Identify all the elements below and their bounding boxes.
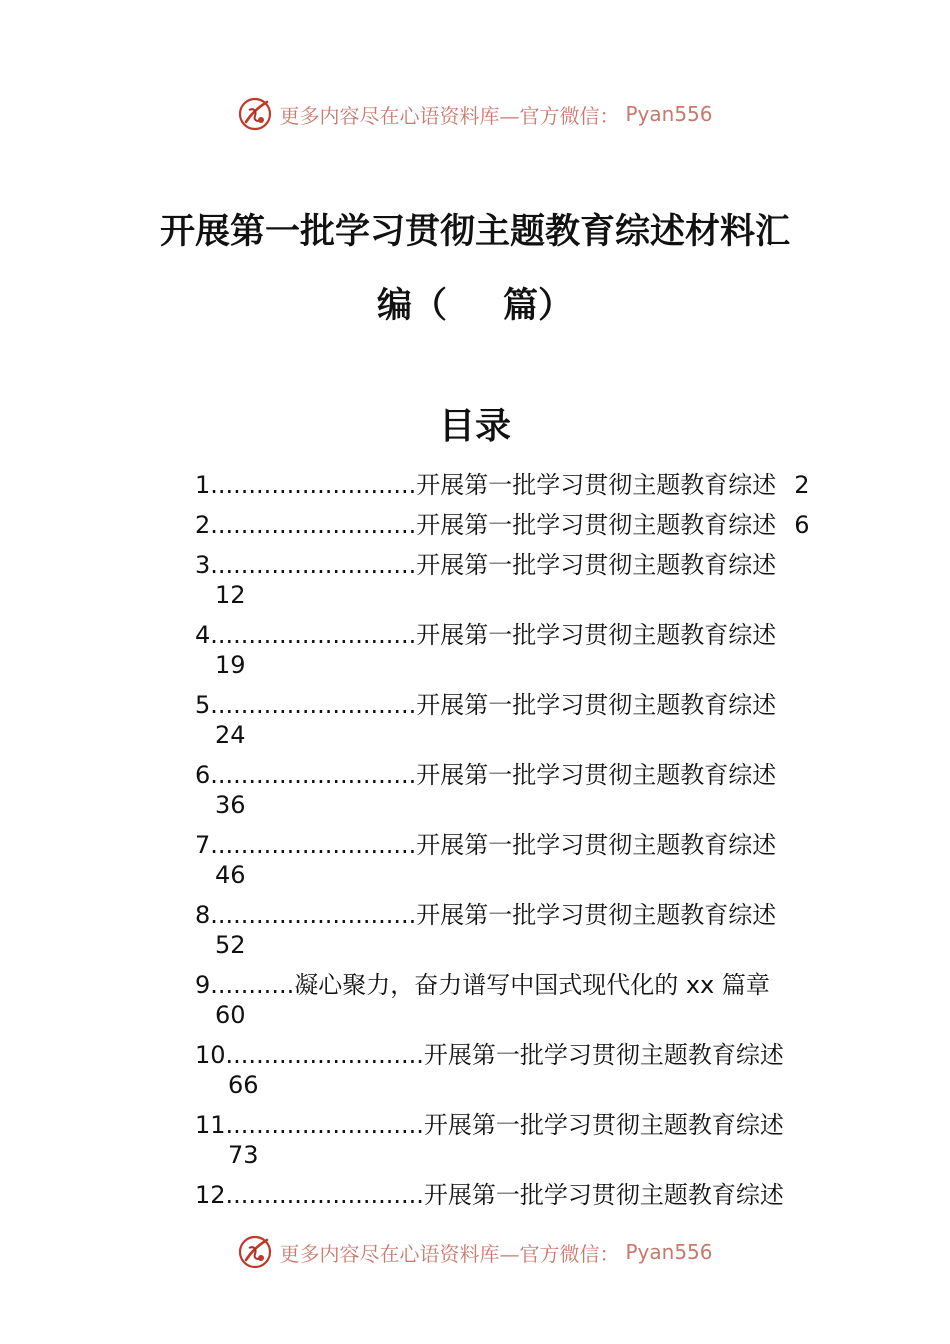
toc-entry[interactable] [195,830,855,890]
toc-entry-number: 2 [195,511,211,539]
toc-entry-number: 1 [195,471,211,499]
watermark-contact: Pyan556 [625,1240,713,1264]
toc-entry[interactable] [195,1180,855,1210]
toc-entry[interactable] [195,550,855,610]
toc-entry-title: 开展第一批学习贯彻主题教育综述 [416,621,777,649]
toc-entry-page: 36 [215,791,246,819]
toc-entry-title: 开展第一批学习贯彻主题教育综述 [416,691,777,719]
toc-entry-leader: ........... [210,971,295,999]
toc-entry[interactable] [195,900,855,960]
watermark-text: 更多内容尽在心语资料库—官方微信： [279,103,620,128]
toc-entry-title: 开展第一批学习贯彻主题教育综述 [423,1111,784,1139]
toc-entry-number: 3 [195,551,211,579]
watermark-contact: Pyan556 [625,102,713,126]
toc-entry-title: 开展第一批学习贯彻主题教育综述 [423,1181,784,1209]
toc-entry-title: 凝心聚力，奋力谱写中国式现代化的 xx 篇章 [294,971,770,999]
brand-logo-icon [237,1234,273,1270]
title-line-2-right: 篇） [503,285,574,326]
toc-entry-page: 60 [215,1001,246,1029]
table-of-contents [195,470,855,1220]
toc-entry-title: 开展第一批学习贯彻主题教育综述 [416,901,777,929]
toc-entry-leader: .......................... [225,1111,424,1139]
toc-entry-leader: ........................... [210,831,417,859]
watermark-text: 更多内容尽在心语资料库—官方微信： [279,1241,620,1266]
toc-entry-number: 5 [195,691,211,719]
toc-entry[interactable] [195,760,855,820]
toc-entry-page: 66 [228,1071,259,1099]
toc-entry-number: 8 [195,901,211,929]
toc-entry-number: 9 [195,971,211,999]
toc-entry-page: 6 [794,511,810,539]
toc-entry-leader: ........................... [210,471,417,499]
brand-logo-icon [237,96,273,132]
toc-entry-leader: ........................... [210,511,417,539]
toc-entry-title: 开展第一批学习贯彻主题教育综述 [416,551,777,579]
toc-entry[interactable] [195,470,855,500]
toc-entry-title: 开展第一批学习贯彻主题教育综述 [416,761,777,789]
toc-entry-number: 6 [195,761,211,789]
toc-entry-leader: ........................... [210,551,417,579]
toc-entry-page: 46 [215,861,246,889]
toc-entry-page: 24 [215,721,246,749]
document-title-line-1: 开展第一批学习贯彻主题教育综述材料汇 [159,211,790,252]
title-line-2-left: 编（ [376,285,447,326]
toc-entry-number: 4 [195,621,211,649]
toc-entry-leader: .......................... [225,1181,424,1209]
toc-entry-page: 2 [794,471,810,499]
toc-entry-leader: ........................... [210,621,417,649]
toc-entry[interactable] [195,690,855,750]
toc-heading: 目录 [438,405,511,447]
toc-entry-leader: ........................... [210,901,417,929]
toc-entry-title: 开展第一批学习贯彻主题教育综述 [416,831,777,859]
toc-entry-page: 19 [215,651,246,679]
toc-entry-page: 12 [215,581,246,609]
toc-entry-number: 10 [195,1041,226,1069]
toc-entry-leader: ........................... [210,761,417,789]
watermark-banner-top [0,94,950,134]
toc-entry-number: 7 [195,831,211,859]
toc-entry-leader: .......................... [225,1041,424,1069]
toc-entry[interactable] [195,510,855,540]
document-title-line-2 [0,278,950,328]
watermark-banner-bottom [0,1232,950,1272]
toc-entry[interactable] [195,970,855,1030]
toc-entry[interactable] [195,620,855,680]
toc-entry-title: 开展第一批学习贯彻主题教育综述 [423,1041,784,1069]
toc-entry[interactable] [195,1110,855,1170]
toc-entry[interactable] [195,1040,855,1100]
toc-entry-number: 11 [195,1111,226,1139]
toc-entry-title: 开展第一批学习贯彻主题教育综述 [416,511,777,539]
toc-entry-title: 开展第一批学习贯彻主题教育综述 [416,471,777,499]
toc-entry-leader: ........................... [210,691,417,719]
toc-entry-number: 12 [195,1181,226,1209]
toc-entry-page: 73 [228,1141,259,1169]
toc-entry-page: 52 [215,931,246,959]
